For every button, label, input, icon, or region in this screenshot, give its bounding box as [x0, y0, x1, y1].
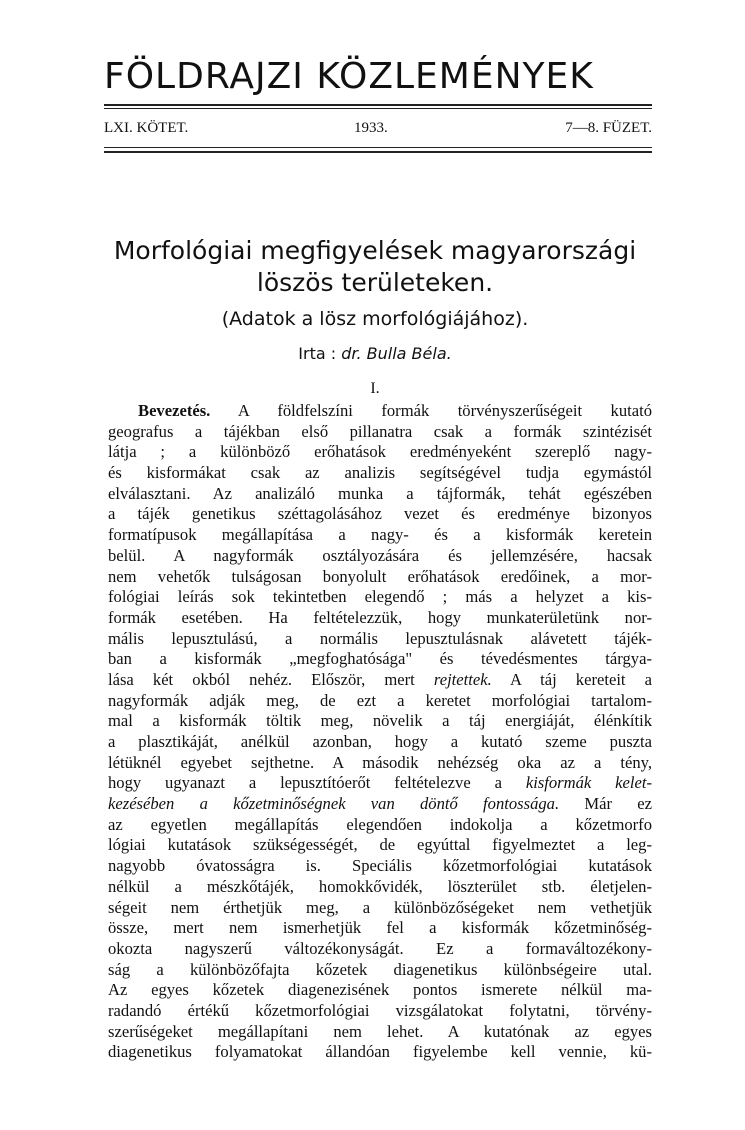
author-name: dr. Bulla Béla.	[341, 344, 452, 363]
body-line: nem vehetők tulságosan bonyolult erőhatások eredőinek, a mor-	[108, 566, 652, 586]
body-line: hogy ugyanazt a lepusztítóerőt feltételezve a kisformák kelet-	[108, 773, 652, 793]
article-body	[108, 401, 652, 1063]
emphasis-kozetminoseg: kezésében a kőzetminőségnek van döntő fontossága.	[108, 794, 560, 814]
body-line: formák esetében. Ha feltételezzük, hogy munkaterületünk nor-	[108, 607, 652, 627]
body-line: ségeit nem érthetjük meg, a különbözőségeket nem vethetjük	[108, 897, 652, 917]
body-line: belül. A nagyformák osztályozására és jellemzésére, hacsak	[108, 545, 652, 565]
body-line: ban a kisformák „megfoghatósága" és tévedésmentes tárgya-	[108, 649, 652, 669]
header-rule-top-thin	[104, 108, 652, 109]
body-line: geografus a tájékban első pillanatra csak a formák szintézisét	[108, 421, 652, 441]
body-line: mális lepusztulású, a normális lepusztulásnak alávetett tájék-	[108, 628, 652, 648]
body-line: és kisformákat csak az analizis segítségével tudja egymástól	[108, 463, 652, 483]
body-line: szerűségeket megállapítani nem lehet. A kutatónak az egyes	[108, 1021, 652, 1041]
body-line: fológiai leírás sok tekintetben elegendő ; más a helyzet a kis-	[108, 587, 652, 607]
body-line: nagyobb óvatosságra is. Speciális kőzetmorfológiai kutatások	[108, 856, 652, 876]
body-line: nagyformák adják meg, de ezt a keretet morfológiai tartalom-	[108, 690, 652, 710]
body-line: diagenetikus folyamatokat állandóan figyelembe kell vennie, kü-	[108, 1042, 652, 1062]
article-title-line-2: löszös területeken.	[256, 268, 494, 297]
author-prefix: Irta :	[298, 344, 337, 363]
header-rule-top	[104, 104, 652, 106]
body-line: ság a különbözőfajta kőzetek diagenetikus különbségeire utal.	[108, 959, 652, 979]
section-number: I.	[370, 380, 380, 397]
body-line: Az egyes kőzetek diagenezisének pontos ismerete nélkül ma-	[108, 980, 652, 1000]
body-line: formatípusok megállapítása a nagy- és a kisformák keretein	[108, 525, 652, 545]
body-line: radandó értékű kőzetmorfológiai vizsgálatokat folytatni, törvény-	[108, 1000, 652, 1020]
body-line: Bevezetés. A földfelszíni formák törvényszerűségeit kutató	[138, 401, 652, 420]
body-line: a plasztikáját, anélkül azonban, hogy a kutató szeme puszta	[108, 732, 652, 751]
issue-meta	[104, 120, 652, 140]
article-title-line-1: Morfológiai megfigyelések magyarországi	[113, 236, 637, 265]
body-line: elválasztani. Az analizáló munka a tájformák, tehát egészében	[108, 483, 652, 503]
publication-year: 1933.	[354, 120, 388, 136]
body-line: lógiai kutatások szükségességét, de egyúttal figyelmeztet a leg-	[108, 835, 652, 855]
body-line: kezésében a kőzetminőségnek van döntő fontossága. Már ez	[108, 794, 652, 814]
body-line: nélkül a mészkőtájék, homokkővidék, löszterület stb. életjelen-	[108, 876, 652, 896]
author-line	[90, 344, 660, 363]
lead-word: Bevezetés.	[138, 401, 211, 420]
article-subtitle: (Adatok a lösz morfológiájához).	[221, 308, 529, 330]
volume-number: LXI. KÖTET.	[104, 120, 189, 136]
issue-number: 7—8. FÜZET.	[565, 120, 652, 136]
journal-title: FÖLDRAJZI KÖZLEMÉNYEK	[104, 56, 594, 97]
header-rule-bottom-thick	[104, 151, 652, 153]
body-line: látja ; a különböző erőhatások eredményeként szereplő nagy-	[108, 442, 652, 462]
emphasis-kisformak: kisformák kelet-	[525, 773, 652, 793]
body-line: össze, mert nem ismerhetjük fel a kisformák kőzetminőség-	[108, 918, 652, 938]
emphasis-rejtettek: rejtettek.	[433, 669, 492, 689]
header-rule-bottom	[104, 147, 652, 148]
body-line: okozta nagyszerű változékonyságát. Ez a formaváltozékony-	[108, 938, 652, 958]
body-line: lása két okból nehéz. Először, mert rejtettek. A táj kereteit a	[108, 669, 652, 689]
body-line: létüknél egyebet sejthetne. A második nehézség oka az a tény,	[108, 752, 652, 772]
body-line: a tájék genetikus széttagolásához vezet és eredménye bizonyos	[108, 504, 652, 524]
body-line: az egyetlen megállapítás elegendően indokolja a kőzetmorfo	[108, 814, 652, 834]
body-line: mal a kisformák töltik meg, növelik a táj energiáját, élénkítik	[108, 711, 652, 731]
